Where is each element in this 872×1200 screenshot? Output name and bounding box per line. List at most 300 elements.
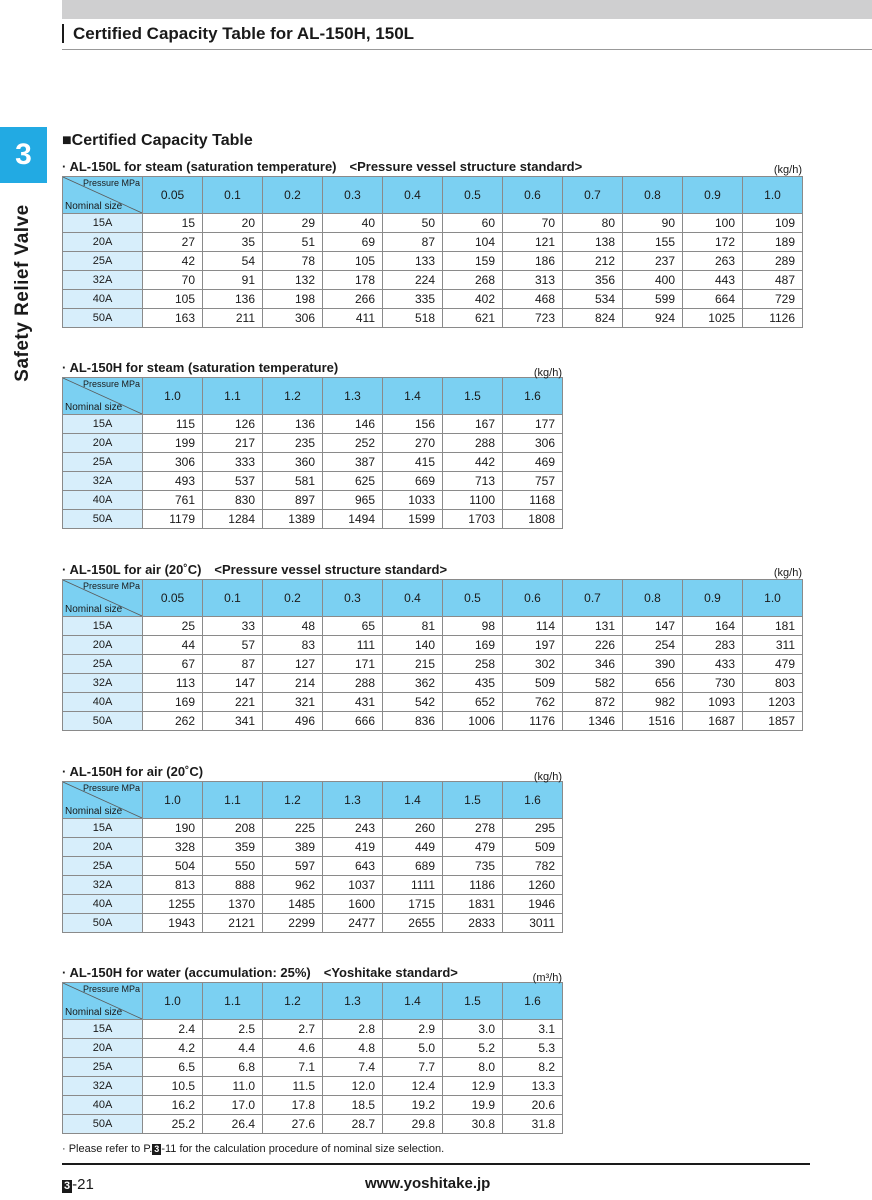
capacity-cell: 504 bbox=[143, 857, 203, 876]
footer-divider bbox=[62, 1163, 810, 1165]
capacity-cell: 42 bbox=[143, 252, 203, 271]
capacity-cell: 1370 bbox=[203, 895, 263, 914]
capacity-cell: 597 bbox=[263, 857, 323, 876]
capacity-cell: 3.0 bbox=[443, 1020, 503, 1039]
capacity-cell: 186 bbox=[503, 252, 563, 271]
capacity-cell: 666 bbox=[323, 712, 383, 731]
capacity-cell: 87 bbox=[203, 655, 263, 674]
capacity-table bbox=[62, 982, 563, 1134]
capacity-cell: 652 bbox=[443, 693, 503, 712]
nominal-size-label: Nominal size bbox=[65, 402, 123, 413]
capacity-cell: 496 bbox=[263, 712, 323, 731]
capacity-cell: 20 bbox=[203, 214, 263, 233]
capacity-cell: 1284 bbox=[203, 510, 263, 529]
capacity-cell: 169 bbox=[443, 636, 503, 655]
capacity-cell: 133 bbox=[383, 252, 443, 271]
capacity-cell: 136 bbox=[203, 290, 263, 309]
capacity-cell: 181 bbox=[743, 617, 803, 636]
header-row bbox=[63, 177, 803, 214]
capacity-cell: 442 bbox=[443, 453, 503, 472]
page-number-rest: -21 bbox=[72, 1176, 94, 1193]
pressure-header: 0.9 bbox=[683, 580, 743, 617]
capacity-cell: 40 bbox=[323, 214, 383, 233]
capacity-cell: 1831 bbox=[443, 895, 503, 914]
pressure-header: 1.5 bbox=[443, 782, 503, 819]
capacity-cell: 10.5 bbox=[143, 1077, 203, 1096]
capacity-cell: 12.4 bbox=[383, 1077, 443, 1096]
capacity-cell: 761 bbox=[143, 491, 203, 510]
capacity-cell: 147 bbox=[623, 617, 683, 636]
table-row bbox=[63, 233, 803, 252]
capacity-cell: 8.0 bbox=[443, 1058, 503, 1077]
main-heading: ■Certified Capacity Table bbox=[62, 132, 253, 149]
capacity-cell: 581 bbox=[263, 472, 323, 491]
pressure-header: 1.4 bbox=[383, 782, 443, 819]
capacity-cell: 4.6 bbox=[263, 1039, 323, 1058]
table-unit: (kg/h) bbox=[533, 771, 562, 783]
capacity-cell: 1176 bbox=[503, 712, 563, 731]
nominal-size-cell: 32A bbox=[63, 674, 143, 693]
capacity-cell: 212 bbox=[563, 252, 623, 271]
capacity-cell: 830 bbox=[203, 491, 263, 510]
nominal-size-label: Nominal size bbox=[65, 201, 123, 212]
pressure-header: 0.4 bbox=[383, 580, 443, 617]
capacity-cell: 762 bbox=[503, 693, 563, 712]
capacity-cell: 435 bbox=[443, 674, 503, 693]
capacity-cell: 12.0 bbox=[323, 1077, 383, 1096]
capacity-cell: 550 bbox=[203, 857, 263, 876]
pressure-header: 1.5 bbox=[443, 378, 503, 415]
nominal-size-cell: 15A bbox=[63, 415, 143, 434]
nominal-size-cell: 32A bbox=[63, 472, 143, 491]
capacity-cell: 1946 bbox=[503, 895, 563, 914]
capacity-cell: 289 bbox=[743, 252, 803, 271]
capacity-cell: 509 bbox=[503, 838, 563, 857]
table-row bbox=[63, 434, 563, 453]
pressure-header: 1.2 bbox=[263, 378, 323, 415]
capacity-cell: 4.8 bbox=[323, 1039, 383, 1058]
capacity-cell: 311 bbox=[743, 636, 803, 655]
capacity-cell: 270 bbox=[383, 434, 443, 453]
corner-header-cell bbox=[63, 983, 143, 1020]
capacity-cell: 757 bbox=[503, 472, 563, 491]
nominal-size-cell: 32A bbox=[63, 271, 143, 290]
capacity-cell: 132 bbox=[263, 271, 323, 290]
capacity-cell: 1203 bbox=[743, 693, 803, 712]
table-unit: (kg/h) bbox=[773, 164, 802, 176]
capacity-cell: 360 bbox=[263, 453, 323, 472]
capacity-cell: 178 bbox=[323, 271, 383, 290]
capacity-cell: 136 bbox=[263, 415, 323, 434]
table-section-air-150l bbox=[62, 560, 802, 731]
capacity-cell: 4.2 bbox=[143, 1039, 203, 1058]
capacity-cell: 836 bbox=[383, 712, 443, 731]
capacity-cell: 235 bbox=[263, 434, 323, 453]
table-row bbox=[63, 1115, 563, 1134]
page-number bbox=[62, 1176, 94, 1193]
capacity-cell: 214 bbox=[263, 674, 323, 693]
capacity-cell: 146 bbox=[323, 415, 383, 434]
capacity-cell: 70 bbox=[503, 214, 563, 233]
page-header-title: Certified Capacity Table for AL-150H, 150L bbox=[62, 24, 414, 43]
capacity-cell: 723 bbox=[503, 309, 563, 328]
capacity-cell: 479 bbox=[743, 655, 803, 674]
nominal-size-cell: 25A bbox=[63, 655, 143, 674]
capacity-cell: 295 bbox=[503, 819, 563, 838]
capacity-cell: 252 bbox=[323, 434, 383, 453]
capacity-cell: 17.0 bbox=[203, 1096, 263, 1115]
capacity-cell: 6.5 bbox=[143, 1058, 203, 1077]
table-section-water-150h bbox=[62, 963, 562, 1134]
capacity-cell: 924 bbox=[623, 309, 683, 328]
nominal-size-cell: 40A bbox=[63, 1096, 143, 1115]
capacity-cell: 29 bbox=[263, 214, 323, 233]
capacity-cell: 288 bbox=[323, 674, 383, 693]
capacity-cell: 333 bbox=[203, 453, 263, 472]
table-row bbox=[63, 655, 803, 674]
capacity-cell: 90 bbox=[623, 214, 683, 233]
nominal-size-cell: 40A bbox=[63, 693, 143, 712]
capacity-cell: 5.3 bbox=[503, 1039, 563, 1058]
nominal-size-cell: 25A bbox=[63, 857, 143, 876]
table-row bbox=[63, 453, 563, 472]
capacity-cell: 27.6 bbox=[263, 1115, 323, 1134]
capacity-cell: 147 bbox=[203, 674, 263, 693]
capacity-cell: 11.0 bbox=[203, 1077, 263, 1096]
capacity-cell: 254 bbox=[623, 636, 683, 655]
top-gray-bar bbox=[62, 0, 872, 19]
pressure-label: Pressure MPa bbox=[82, 783, 140, 793]
capacity-cell: 258 bbox=[443, 655, 503, 674]
capacity-cell: 288 bbox=[443, 434, 503, 453]
capacity-cell: 387 bbox=[323, 453, 383, 472]
capacity-cell: 1037 bbox=[323, 876, 383, 895]
capacity-cell: 1389 bbox=[263, 510, 323, 529]
capacity-cell: 335 bbox=[383, 290, 443, 309]
pressure-header: 0.8 bbox=[623, 580, 683, 617]
capacity-cell: 27 bbox=[143, 233, 203, 252]
capacity-cell: 449 bbox=[383, 838, 443, 857]
capacity-cell: 199 bbox=[143, 434, 203, 453]
capacity-cell: 356 bbox=[563, 271, 623, 290]
capacity-cell: 54 bbox=[203, 252, 263, 271]
capacity-cell: 664 bbox=[683, 290, 743, 309]
capacity-cell: 362 bbox=[383, 674, 443, 693]
table-row bbox=[63, 415, 563, 434]
capacity-cell: 278 bbox=[443, 819, 503, 838]
table-row bbox=[63, 712, 803, 731]
table-title: · AL-150L for air (20˚C) <Pressure vessel structure standard> bbox=[62, 562, 448, 577]
pressure-header: 1.6 bbox=[503, 983, 563, 1020]
capacity-cell: 8.2 bbox=[503, 1058, 563, 1077]
table-row bbox=[63, 1077, 563, 1096]
capacity-cell: 50 bbox=[383, 214, 443, 233]
capacity-cell: 262 bbox=[143, 712, 203, 731]
table-title: · AL-150H for air (20˚C) bbox=[62, 764, 204, 779]
capacity-cell: 5.0 bbox=[383, 1039, 443, 1058]
nominal-size-cell: 20A bbox=[63, 233, 143, 252]
capacity-cell: 1600 bbox=[323, 895, 383, 914]
table-row bbox=[63, 838, 563, 857]
capacity-cell: 114 bbox=[503, 617, 563, 636]
capacity-cell: 17.8 bbox=[263, 1096, 323, 1115]
capacity-cell: 493 bbox=[143, 472, 203, 491]
capacity-cell: 2.5 bbox=[203, 1020, 263, 1039]
nominal-size-label: Nominal size bbox=[65, 1007, 123, 1018]
nominal-size-cell: 20A bbox=[63, 1039, 143, 1058]
pressure-header: 0.5 bbox=[443, 177, 503, 214]
capacity-cell: 306 bbox=[263, 309, 323, 328]
header-row bbox=[63, 983, 563, 1020]
capacity-table bbox=[62, 377, 563, 529]
table-row bbox=[63, 214, 803, 233]
nominal-size-cell: 15A bbox=[63, 819, 143, 838]
capacity-cell: 159 bbox=[443, 252, 503, 271]
capacity-cell: 243 bbox=[323, 819, 383, 838]
capacity-table bbox=[62, 579, 803, 731]
capacity-cell: 171 bbox=[323, 655, 383, 674]
table-title: · AL-150H for water (accumulation: 25%) <Yoshitake standard> bbox=[62, 965, 458, 980]
pressure-label: Pressure MPa bbox=[82, 581, 140, 591]
capacity-cell: 1485 bbox=[263, 895, 323, 914]
capacity-cell: 266 bbox=[323, 290, 383, 309]
capacity-cell: 1857 bbox=[743, 712, 803, 731]
nominal-size-cell: 25A bbox=[63, 252, 143, 271]
capacity-cell: 824 bbox=[563, 309, 623, 328]
capacity-cell: 328 bbox=[143, 838, 203, 857]
capacity-cell: 872 bbox=[563, 693, 623, 712]
capacity-cell: 1100 bbox=[443, 491, 503, 510]
table-row bbox=[63, 510, 563, 529]
capacity-cell: 126 bbox=[203, 415, 263, 434]
capacity-cell: 735 bbox=[443, 857, 503, 876]
capacity-cell: 1494 bbox=[323, 510, 383, 529]
capacity-cell: 730 bbox=[683, 674, 743, 693]
capacity-cell: 2833 bbox=[443, 914, 503, 933]
capacity-cell: 1168 bbox=[503, 491, 563, 510]
nominal-size-cell: 25A bbox=[63, 1058, 143, 1077]
capacity-cell: 306 bbox=[143, 453, 203, 472]
capacity-cell: 982 bbox=[623, 693, 683, 712]
pressure-header: 1.0 bbox=[143, 378, 203, 415]
capacity-cell: 25.2 bbox=[143, 1115, 203, 1134]
capacity-cell: 167 bbox=[443, 415, 503, 434]
corner-header-cell bbox=[63, 378, 143, 415]
capacity-cell: 621 bbox=[443, 309, 503, 328]
capacity-cell: 2.4 bbox=[143, 1020, 203, 1039]
table-row bbox=[63, 876, 563, 895]
capacity-cell: 656 bbox=[623, 674, 683, 693]
capacity-cell: 31.8 bbox=[503, 1115, 563, 1134]
footnote-chapter-box: 3 bbox=[154, 1144, 160, 1154]
capacity-cell: 468 bbox=[503, 290, 563, 309]
nominal-size-cell: 40A bbox=[63, 491, 143, 510]
capacity-cell: 782 bbox=[503, 857, 563, 876]
capacity-cell: 127 bbox=[263, 655, 323, 674]
pressure-header: 0.3 bbox=[323, 177, 383, 214]
capacity-cell: 30.8 bbox=[443, 1115, 503, 1134]
table-row bbox=[63, 857, 563, 876]
capacity-cell: 156 bbox=[383, 415, 443, 434]
capacity-cell: 2121 bbox=[203, 914, 263, 933]
pressure-header: 1.2 bbox=[263, 983, 323, 1020]
capacity-table bbox=[62, 781, 563, 933]
table-row bbox=[63, 271, 803, 290]
capacity-cell: 1025 bbox=[683, 309, 743, 328]
capacity-cell: 105 bbox=[323, 252, 383, 271]
capacity-cell: 1126 bbox=[743, 309, 803, 328]
capacity-cell: 35 bbox=[203, 233, 263, 252]
footnote-text-before: · Please refer to P. bbox=[62, 1143, 153, 1155]
table-unit: (kg/h) bbox=[533, 367, 562, 379]
capacity-cell: 19.9 bbox=[443, 1096, 503, 1115]
table-row bbox=[63, 1058, 563, 1077]
table-row bbox=[63, 617, 803, 636]
capacity-cell: 443 bbox=[683, 271, 743, 290]
capacity-cell: 2.7 bbox=[263, 1020, 323, 1039]
table-title: · AL-150H for steam (saturation temperature) bbox=[62, 360, 339, 375]
capacity-cell: 91 bbox=[203, 271, 263, 290]
capacity-cell: 69 bbox=[323, 233, 383, 252]
pressure-header: 1.6 bbox=[503, 378, 563, 415]
capacity-cell: 487 bbox=[743, 271, 803, 290]
table-row bbox=[63, 1096, 563, 1115]
table-row bbox=[63, 309, 803, 328]
capacity-cell: 44 bbox=[143, 636, 203, 655]
capacity-cell: 208 bbox=[203, 819, 263, 838]
nominal-size-cell: 25A bbox=[63, 453, 143, 472]
pressure-header: 1.4 bbox=[383, 378, 443, 415]
capacity-cell: 1516 bbox=[623, 712, 683, 731]
capacity-cell: 121 bbox=[503, 233, 563, 252]
capacity-cell: 16.2 bbox=[143, 1096, 203, 1115]
capacity-cell: 25 bbox=[143, 617, 203, 636]
capacity-cell: 4.4 bbox=[203, 1039, 263, 1058]
capacity-cell: 415 bbox=[383, 453, 443, 472]
capacity-cell: 542 bbox=[383, 693, 443, 712]
capacity-cell: 131 bbox=[563, 617, 623, 636]
pressure-header: 0.1 bbox=[203, 177, 263, 214]
capacity-cell: 105 bbox=[143, 290, 203, 309]
capacity-cell: 221 bbox=[203, 693, 263, 712]
table-row bbox=[63, 290, 803, 309]
capacity-cell: 198 bbox=[263, 290, 323, 309]
capacity-cell: 6.8 bbox=[203, 1058, 263, 1077]
capacity-table bbox=[62, 176, 803, 328]
capacity-cell: 321 bbox=[263, 693, 323, 712]
capacity-cell: 1808 bbox=[503, 510, 563, 529]
nominal-size-cell: 15A bbox=[63, 1020, 143, 1039]
capacity-cell: 897 bbox=[263, 491, 323, 510]
capacity-cell: 1111 bbox=[383, 876, 443, 895]
capacity-cell: 306 bbox=[503, 434, 563, 453]
capacity-cell: 225 bbox=[263, 819, 323, 838]
capacity-cell: 197 bbox=[503, 636, 563, 655]
capacity-cell: 169 bbox=[143, 693, 203, 712]
capacity-cell: 81 bbox=[383, 617, 443, 636]
corner-header-cell bbox=[63, 782, 143, 819]
capacity-cell: 11.5 bbox=[263, 1077, 323, 1096]
corner-header-cell bbox=[63, 580, 143, 617]
pressure-header: 0.4 bbox=[383, 177, 443, 214]
capacity-cell: 226 bbox=[563, 636, 623, 655]
capacity-cell: 57 bbox=[203, 636, 263, 655]
capacity-cell: 962 bbox=[263, 876, 323, 895]
capacity-cell: 3011 bbox=[503, 914, 563, 933]
pressure-header: 0.05 bbox=[143, 580, 203, 617]
capacity-cell: 431 bbox=[323, 693, 383, 712]
table-unit: (kg/h) bbox=[773, 567, 802, 579]
capacity-cell: 689 bbox=[383, 857, 443, 876]
capacity-cell: 390 bbox=[623, 655, 683, 674]
nominal-size-cell: 15A bbox=[63, 617, 143, 636]
capacity-cell: 479 bbox=[443, 838, 503, 857]
capacity-cell: 518 bbox=[383, 309, 443, 328]
capacity-cell: 346 bbox=[563, 655, 623, 674]
capacity-cell: 433 bbox=[683, 655, 743, 674]
capacity-cell: 1006 bbox=[443, 712, 503, 731]
pressure-header: 0.8 bbox=[623, 177, 683, 214]
pressure-header: 1.0 bbox=[743, 177, 803, 214]
capacity-cell: 389 bbox=[263, 838, 323, 857]
capacity-cell: 164 bbox=[683, 617, 743, 636]
pressure-header: 0.2 bbox=[263, 580, 323, 617]
capacity-cell: 263 bbox=[683, 252, 743, 271]
capacity-cell: 341 bbox=[203, 712, 263, 731]
pressure-header: 1.1 bbox=[203, 983, 263, 1020]
capacity-cell: 729 bbox=[743, 290, 803, 309]
capacity-cell: 12.9 bbox=[443, 1077, 503, 1096]
chapter-tab bbox=[0, 127, 47, 183]
pressure-header: 0.7 bbox=[563, 580, 623, 617]
capacity-cell: 177 bbox=[503, 415, 563, 434]
pressure-header: 1.0 bbox=[143, 782, 203, 819]
capacity-cell: 113 bbox=[143, 674, 203, 693]
table-row bbox=[63, 636, 803, 655]
capacity-cell: 1715 bbox=[383, 895, 443, 914]
footnote bbox=[62, 1143, 444, 1155]
pressure-header: 1.1 bbox=[203, 782, 263, 819]
capacity-cell: 469 bbox=[503, 453, 563, 472]
pressure-header: 1.0 bbox=[743, 580, 803, 617]
table-row bbox=[63, 1039, 563, 1058]
capacity-cell: 172 bbox=[683, 233, 743, 252]
capacity-cell: 115 bbox=[143, 415, 203, 434]
capacity-cell: 60 bbox=[443, 214, 503, 233]
capacity-cell: 224 bbox=[383, 271, 443, 290]
capacity-cell: 2655 bbox=[383, 914, 443, 933]
capacity-cell: 1255 bbox=[143, 895, 203, 914]
table-unit: (m³/h) bbox=[532, 972, 562, 984]
capacity-cell: 140 bbox=[383, 636, 443, 655]
table-row bbox=[63, 693, 803, 712]
capacity-cell: 33 bbox=[203, 617, 263, 636]
pressure-header: 1.4 bbox=[383, 983, 443, 1020]
capacity-cell: 70 bbox=[143, 271, 203, 290]
capacity-cell: 888 bbox=[203, 876, 263, 895]
capacity-cell: 509 bbox=[503, 674, 563, 693]
capacity-cell: 80 bbox=[563, 214, 623, 233]
pressure-header: 1.2 bbox=[263, 782, 323, 819]
pressure-header: 1.3 bbox=[323, 983, 383, 1020]
corner-header-cell bbox=[63, 177, 143, 214]
capacity-cell: 302 bbox=[503, 655, 563, 674]
capacity-cell: 260 bbox=[383, 819, 443, 838]
pressure-header: 0.1 bbox=[203, 580, 263, 617]
capacity-cell: 15 bbox=[143, 214, 203, 233]
capacity-cell: 48 bbox=[263, 617, 323, 636]
capacity-cell: 1703 bbox=[443, 510, 503, 529]
